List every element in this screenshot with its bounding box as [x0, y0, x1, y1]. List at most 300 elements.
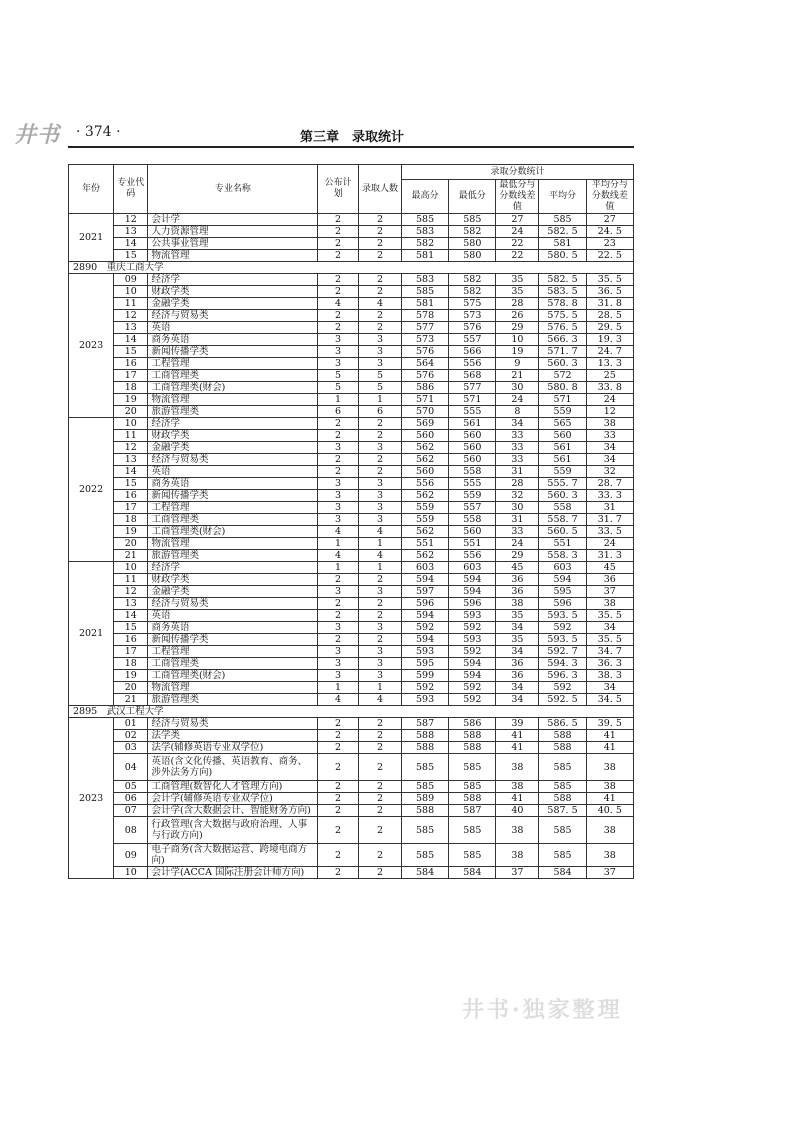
admitted-cell: 1	[358, 394, 401, 406]
university-name: 2890 重庆工商大学	[69, 262, 634, 274]
table-row	[69, 406, 634, 418]
admitted-cell: 2	[358, 418, 401, 430]
avg-diff-cell: 36. 5	[586, 286, 633, 298]
min-diff-cell: 33	[496, 430, 539, 442]
avg-diff-cell: 33. 8	[586, 382, 633, 394]
table-body	[69, 214, 634, 879]
plan-cell: 2	[318, 805, 359, 817]
min-score-cell: 551	[449, 538, 496, 550]
min-score-cell: 594	[449, 670, 496, 682]
max-score-cell: 585	[401, 844, 448, 867]
min-score-cell: 585	[449, 817, 496, 844]
avg-diff-cell: 35. 5	[586, 274, 633, 286]
min-score-cell: 593	[449, 610, 496, 622]
max-score-cell: 594	[401, 634, 448, 646]
avg-score-cell: 592	[539, 682, 586, 694]
avg-diff-cell: 38	[586, 418, 633, 430]
admitted-cell: 3	[358, 502, 401, 514]
admitted-cell: 3	[358, 658, 401, 670]
plan-cell: 2	[318, 238, 359, 250]
admitted-cell: 2	[358, 238, 401, 250]
table-row	[69, 346, 634, 358]
table-row	[69, 394, 634, 406]
avg-diff-cell: 31. 3	[586, 550, 633, 562]
code-cell: 20	[114, 406, 148, 418]
university-header-row	[69, 262, 634, 274]
table-row	[69, 310, 634, 322]
avg-diff-cell: 40. 5	[586, 805, 633, 817]
table-row	[69, 226, 634, 238]
min-diff-cell: 37	[496, 867, 539, 879]
table-row	[69, 793, 634, 805]
avg-score-cell: 559	[539, 406, 586, 418]
name-cell: 经济与贸易类	[148, 598, 318, 610]
code-cell: 15	[114, 250, 148, 262]
code-cell: 03	[114, 742, 148, 754]
admitted-cell: 4	[358, 550, 401, 562]
code-cell: 15	[114, 346, 148, 358]
avg-score-cell: 592. 7	[539, 646, 586, 658]
min-diff-cell: 35	[496, 274, 539, 286]
max-score-cell: 585	[401, 214, 448, 226]
avg-diff-cell: 34	[586, 622, 633, 634]
avg-diff-cell: 32	[586, 466, 633, 478]
plan-cell: 4	[318, 550, 359, 562]
min-score-cell: 571	[449, 394, 496, 406]
min-diff-cell: 38	[496, 754, 539, 781]
name-cell: 工商管理(数智化人才管理方向)	[148, 781, 318, 793]
min-diff-cell: 36	[496, 658, 539, 670]
min-diff-cell: 19	[496, 346, 539, 358]
min-diff-cell: 26	[496, 310, 539, 322]
min-score-cell: 560	[449, 526, 496, 538]
min-score-cell: 585	[449, 754, 496, 781]
plan-cell: 3	[318, 646, 359, 658]
max-score-cell: 583	[401, 226, 448, 238]
university-header-row	[69, 706, 634, 718]
avg-score-cell: 595	[539, 586, 586, 598]
name-cell: 经济学	[148, 274, 318, 286]
code-cell: 13	[114, 226, 148, 238]
admission-score-table	[68, 164, 634, 879]
code-cell: 04	[114, 754, 148, 781]
code-cell: 18	[114, 514, 148, 526]
max-score-cell: 585	[401, 781, 448, 793]
min-diff-cell: 9	[496, 358, 539, 370]
table-row	[69, 478, 634, 490]
min-diff-cell: 22	[496, 250, 539, 262]
name-cell: 工程管理	[148, 502, 318, 514]
avg-score-cell: 585	[539, 214, 586, 226]
min-diff-cell: 38	[496, 598, 539, 610]
min-score-cell: 575	[449, 298, 496, 310]
max-score-cell: 592	[401, 682, 448, 694]
code-cell: 14	[114, 466, 148, 478]
admitted-cell: 6	[358, 406, 401, 418]
avg-score-cell: 580. 8	[539, 382, 586, 394]
avg-diff-cell: 35. 5	[586, 634, 633, 646]
min-score-cell: 592	[449, 682, 496, 694]
code-cell: 11	[114, 298, 148, 310]
max-score-cell: 576	[401, 346, 448, 358]
avg-score-cell: 587. 5	[539, 805, 586, 817]
max-score-cell: 577	[401, 322, 448, 334]
plan-cell: 1	[318, 562, 359, 574]
avg-diff-cell: 34	[586, 454, 633, 466]
avg-diff-cell: 24. 5	[586, 226, 633, 238]
code-cell: 16	[114, 634, 148, 646]
avg-score-cell: 593. 5	[539, 610, 586, 622]
table-row	[69, 670, 634, 682]
code-cell: 13	[114, 322, 148, 334]
admitted-cell: 2	[358, 793, 401, 805]
min-diff-cell: 34	[496, 622, 539, 634]
avg-diff-cell: 37	[586, 867, 633, 879]
max-score-cell: 582	[401, 238, 448, 250]
name-cell: 商务英语	[148, 622, 318, 634]
max-score-cell: 556	[401, 478, 448, 490]
min-score-cell: 582	[449, 274, 496, 286]
plan-cell: 2	[318, 634, 359, 646]
min-diff-cell: 40	[496, 805, 539, 817]
col-avg-diff: 平均分与分数线差值	[586, 180, 633, 214]
plan-cell: 2	[318, 742, 359, 754]
plan-cell: 2	[318, 781, 359, 793]
avg-score-cell: 588	[539, 730, 586, 742]
min-score-cell: 561	[449, 418, 496, 430]
max-score-cell: 583	[401, 274, 448, 286]
avg-diff-cell: 34. 5	[586, 694, 633, 706]
max-score-cell: 562	[401, 550, 448, 562]
name-cell: 工商管理类(财会)	[148, 526, 318, 538]
name-cell: 旅游管理类	[148, 406, 318, 418]
min-score-cell: 582	[449, 226, 496, 238]
avg-score-cell: 585	[539, 844, 586, 867]
name-cell: 会计学	[148, 214, 318, 226]
avg-diff-cell: 31	[586, 502, 633, 514]
plan-cell: 2	[318, 430, 359, 442]
code-cell: 11	[114, 574, 148, 586]
min-score-cell: 576	[449, 322, 496, 334]
name-cell: 物流管理	[148, 250, 318, 262]
name-cell: 人力资源管理	[148, 226, 318, 238]
min-diff-cell: 41	[496, 742, 539, 754]
avg-score-cell: 594	[539, 574, 586, 586]
avg-diff-cell: 41	[586, 742, 633, 754]
col-plan: 公布计划	[318, 165, 359, 214]
min-score-cell: 560	[449, 442, 496, 454]
avg-score-cell: 561	[539, 454, 586, 466]
admitted-cell: 2	[358, 742, 401, 754]
avg-diff-cell: 33. 3	[586, 490, 633, 502]
code-cell: 15	[114, 478, 148, 490]
admitted-cell: 5	[358, 382, 401, 394]
max-score-cell: 585	[401, 817, 448, 844]
plan-cell: 6	[318, 406, 359, 418]
plan-cell: 2	[318, 274, 359, 286]
admitted-cell: 2	[358, 805, 401, 817]
admitted-cell: 2	[358, 250, 401, 262]
name-cell: 旅游管理类	[148, 550, 318, 562]
avg-score-cell: 560. 3	[539, 358, 586, 370]
name-cell: 工商管理类(财会)	[148, 382, 318, 394]
code-cell: 05	[114, 781, 148, 793]
code-cell: 09	[114, 844, 148, 867]
avg-diff-cell: 27	[586, 214, 633, 226]
min-score-cell: 577	[449, 382, 496, 394]
plan-cell: 2	[318, 844, 359, 867]
avg-score-cell: 586. 5	[539, 718, 586, 730]
max-score-cell: 593	[401, 694, 448, 706]
min-score-cell: 555	[449, 406, 496, 418]
table-row	[69, 586, 634, 598]
avg-score-cell: 560	[539, 430, 586, 442]
max-score-cell: 585	[401, 754, 448, 781]
page-number: · 374 ·	[76, 124, 121, 140]
avg-score-cell: 582. 5	[539, 226, 586, 238]
code-cell: 12	[114, 586, 148, 598]
admitted-cell: 2	[358, 214, 401, 226]
min-diff-cell: 35	[496, 634, 539, 646]
admitted-cell: 4	[358, 526, 401, 538]
table-row	[69, 694, 634, 706]
avg-score-cell: 594. 3	[539, 658, 586, 670]
min-diff-cell: 30	[496, 382, 539, 394]
year-cell: 2022	[69, 418, 114, 562]
code-cell: 17	[114, 502, 148, 514]
name-cell: 法学类	[148, 730, 318, 742]
avg-diff-cell: 45	[586, 562, 633, 574]
code-cell: 10	[114, 562, 148, 574]
code-cell: 14	[114, 334, 148, 346]
plan-cell: 2	[318, 574, 359, 586]
year-cell: 2021	[69, 562, 114, 706]
min-diff-cell: 33	[496, 442, 539, 454]
admitted-cell: 3	[358, 646, 401, 658]
name-cell: 工程管理	[148, 358, 318, 370]
admitted-cell: 3	[358, 358, 401, 370]
admitted-cell: 3	[358, 670, 401, 682]
avg-score-cell: 566. 3	[539, 334, 586, 346]
min-diff-cell: 8	[496, 406, 539, 418]
name-cell: 工商管理类	[148, 658, 318, 670]
name-cell: 法学(辅修英语专业双学位)	[148, 742, 318, 754]
col-admitted: 录取人数	[358, 165, 401, 214]
plan-cell: 1	[318, 538, 359, 550]
max-score-cell: 588	[401, 730, 448, 742]
min-diff-cell: 28	[496, 478, 539, 490]
code-cell: 21	[114, 550, 148, 562]
code-cell: 10	[114, 867, 148, 879]
admitted-cell: 2	[358, 718, 401, 730]
avg-diff-cell: 36	[586, 574, 633, 586]
admitted-cell: 1	[358, 562, 401, 574]
table-row	[69, 658, 634, 670]
admitted-cell: 2	[358, 844, 401, 867]
plan-cell: 2	[318, 754, 359, 781]
table-row	[69, 754, 634, 781]
avg-score-cell: 582. 5	[539, 274, 586, 286]
plan-cell: 5	[318, 382, 359, 394]
watermark-text: 井书·独家整理	[462, 997, 623, 1023]
avg-score-cell: 588	[539, 742, 586, 754]
avg-diff-cell: 33. 5	[586, 526, 633, 538]
code-cell: 12	[114, 214, 148, 226]
admitted-cell: 3	[358, 346, 401, 358]
min-score-cell: 580	[449, 250, 496, 262]
table-row	[69, 442, 634, 454]
code-cell: 01	[114, 718, 148, 730]
max-score-cell: 599	[401, 670, 448, 682]
min-diff-cell: 36	[496, 670, 539, 682]
admitted-cell: 4	[358, 694, 401, 706]
name-cell: 经济与贸易类	[148, 454, 318, 466]
max-score-cell: 581	[401, 298, 448, 310]
min-score-cell: 584	[449, 867, 496, 879]
table-row	[69, 286, 634, 298]
code-cell: 11	[114, 430, 148, 442]
table-row	[69, 574, 634, 586]
max-score-cell: 596	[401, 598, 448, 610]
table-row	[69, 514, 634, 526]
max-score-cell: 588	[401, 805, 448, 817]
code-cell: 13	[114, 454, 148, 466]
plan-cell: 2	[318, 817, 359, 844]
name-cell: 工商管理类	[148, 514, 318, 526]
plan-cell: 2	[318, 286, 359, 298]
name-cell: 新闻传播学类	[148, 634, 318, 646]
min-score-cell: 580	[449, 238, 496, 250]
name-cell: 物流管理	[148, 538, 318, 550]
min-score-cell: 594	[449, 586, 496, 598]
avg-diff-cell: 23	[586, 238, 633, 250]
plan-cell: 2	[318, 598, 359, 610]
table-row	[69, 526, 634, 538]
admitted-cell: 2	[358, 730, 401, 742]
min-score-cell: 566	[449, 346, 496, 358]
name-cell: 经济与贸易类	[148, 310, 318, 322]
avg-score-cell: 592	[539, 622, 586, 634]
min-score-cell: 558	[449, 466, 496, 478]
min-score-cell: 560	[449, 454, 496, 466]
min-diff-cell: 27	[496, 214, 539, 226]
max-score-cell: 576	[401, 370, 448, 382]
name-cell: 财政学类	[148, 574, 318, 586]
name-cell: 英语	[148, 322, 318, 334]
avg-diff-cell: 28. 7	[586, 478, 633, 490]
min-score-cell: 582	[449, 286, 496, 298]
max-score-cell: 593	[401, 646, 448, 658]
table-row	[69, 550, 634, 562]
max-score-cell: 603	[401, 562, 448, 574]
table-row	[69, 430, 634, 442]
plan-cell: 2	[318, 322, 359, 334]
name-cell: 电子商务(含大数据运营、跨境电商方向)	[148, 844, 318, 867]
table-row	[69, 238, 634, 250]
max-score-cell: 570	[401, 406, 448, 418]
avg-diff-cell: 38	[586, 817, 633, 844]
min-diff-cell: 34	[496, 418, 539, 430]
min-diff-cell: 24	[496, 226, 539, 238]
min-diff-cell: 34	[496, 682, 539, 694]
avg-score-cell: 585	[539, 781, 586, 793]
table-row	[69, 454, 634, 466]
code-cell: 20	[114, 538, 148, 550]
name-cell: 经济学	[148, 562, 318, 574]
plan-cell: 3	[318, 478, 359, 490]
min-score-cell: 556	[449, 358, 496, 370]
avg-score-cell: 565	[539, 418, 586, 430]
code-cell: 09	[114, 274, 148, 286]
max-score-cell: 559	[401, 502, 448, 514]
code-cell: 06	[114, 793, 148, 805]
min-diff-cell: 38	[496, 844, 539, 867]
min-diff-cell: 35	[496, 286, 539, 298]
avg-score-cell: 561	[539, 442, 586, 454]
avg-diff-cell: 29. 5	[586, 322, 633, 334]
col-code: 专业代码	[114, 165, 148, 214]
admitted-cell: 1	[358, 538, 401, 550]
avg-diff-cell: 31. 8	[586, 298, 633, 310]
admitted-cell: 2	[358, 867, 401, 879]
table-row	[69, 466, 634, 478]
plan-cell: 2	[318, 250, 359, 262]
min-score-cell: 594	[449, 658, 496, 670]
table-row	[69, 214, 634, 226]
plan-cell: 3	[318, 358, 359, 370]
min-score-cell: 592	[449, 694, 496, 706]
plan-cell: 5	[318, 370, 359, 382]
code-cell: 02	[114, 730, 148, 742]
min-score-cell: 556	[449, 550, 496, 562]
avg-score-cell: 558. 3	[539, 550, 586, 562]
max-score-cell: 564	[401, 358, 448, 370]
avg-diff-cell: 34. 7	[586, 646, 633, 658]
plan-cell: 2	[318, 610, 359, 622]
code-cell: 16	[114, 490, 148, 502]
table-row	[69, 334, 634, 346]
table-row	[69, 562, 634, 574]
avg-score-cell: 576. 5	[539, 322, 586, 334]
col-avg: 平均分	[539, 180, 586, 214]
max-score-cell: 586	[401, 382, 448, 394]
max-score-cell: 589	[401, 793, 448, 805]
min-diff-cell: 31	[496, 466, 539, 478]
max-score-cell: 594	[401, 574, 448, 586]
plan-cell: 2	[318, 730, 359, 742]
avg-diff-cell: 19. 3	[586, 334, 633, 346]
plan-cell: 4	[318, 526, 359, 538]
min-score-cell: 585	[449, 781, 496, 793]
admitted-cell: 3	[358, 478, 401, 490]
plan-cell: 3	[318, 502, 359, 514]
min-score-cell: 596	[449, 598, 496, 610]
min-diff-cell: 24	[496, 394, 539, 406]
code-cell: 12	[114, 310, 148, 322]
col-max: 最高分	[401, 180, 448, 214]
avg-diff-cell: 35. 5	[586, 610, 633, 622]
avg-diff-cell: 31. 7	[586, 514, 633, 526]
admitted-cell: 1	[358, 682, 401, 694]
avg-diff-cell: 41	[586, 793, 633, 805]
max-score-cell: 562	[401, 454, 448, 466]
min-diff-cell: 34	[496, 646, 539, 658]
max-score-cell: 584	[401, 867, 448, 879]
plan-cell: 1	[318, 394, 359, 406]
admitted-cell: 3	[358, 334, 401, 346]
admitted-cell: 2	[358, 430, 401, 442]
table-row	[69, 844, 634, 867]
